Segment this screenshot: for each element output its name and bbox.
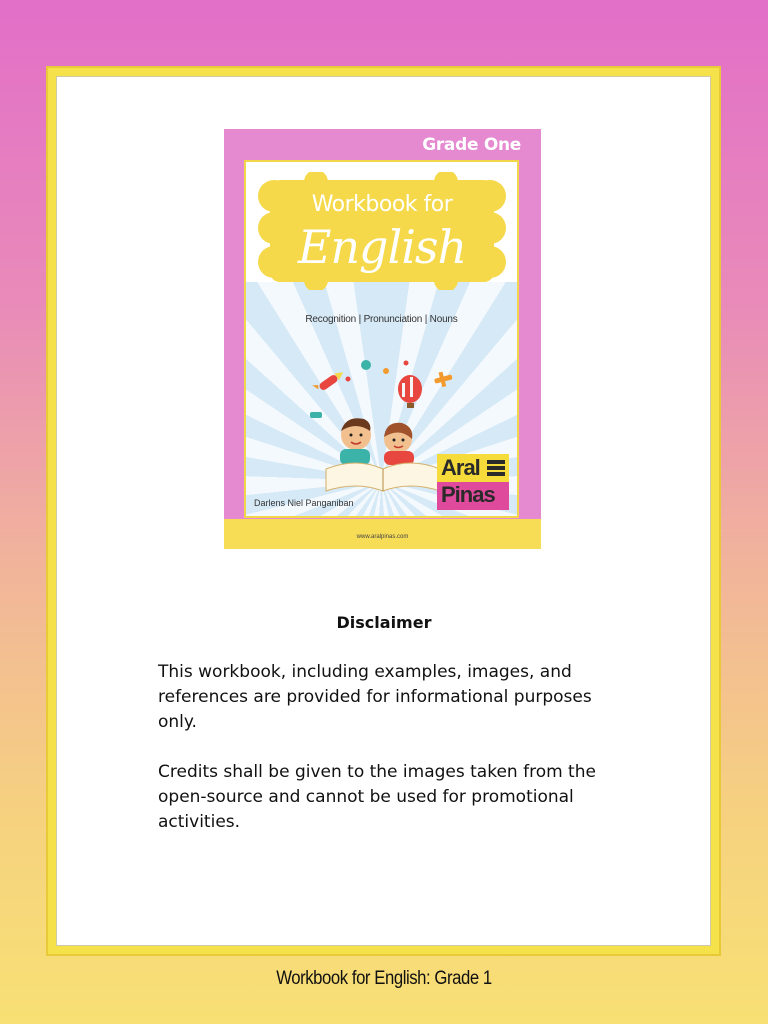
- book-cover: [224, 129, 541, 549]
- disclaimer-paragraph-2: Credits shall be given to the images taken from the open-source and cannot be used for promotional activities.: [158, 762, 596, 832]
- disclaimer-heading: Disclaimer: [336, 613, 432, 632]
- cover-url: www.aralpinas.com: [356, 534, 409, 540]
- cover-title-line2: English: [297, 220, 467, 274]
- logo-text-aral: Aral: [441, 455, 480, 480]
- stacked-books-icon: [486, 458, 506, 478]
- cover-panel: [244, 160, 519, 518]
- cover-author: Darlens Niel Panganiban: [254, 498, 354, 508]
- title-cloud: [256, 172, 508, 290]
- page-footer: Workbook for English: Grade 1: [276, 968, 492, 989]
- disclaimer-paragraph-1: This workbook, including examples, images, and references are provided for informational purposes only.: [158, 662, 592, 732]
- aralpinas-logo: [437, 454, 509, 510]
- logo-text-pinas: Pinas: [441, 482, 495, 507]
- cover-grade-label: Grade One: [422, 135, 521, 155]
- cover-title-line1: Workbook for: [311, 192, 453, 217]
- cover-subtitle: Recognition | Pronunciation | Nouns: [305, 314, 458, 325]
